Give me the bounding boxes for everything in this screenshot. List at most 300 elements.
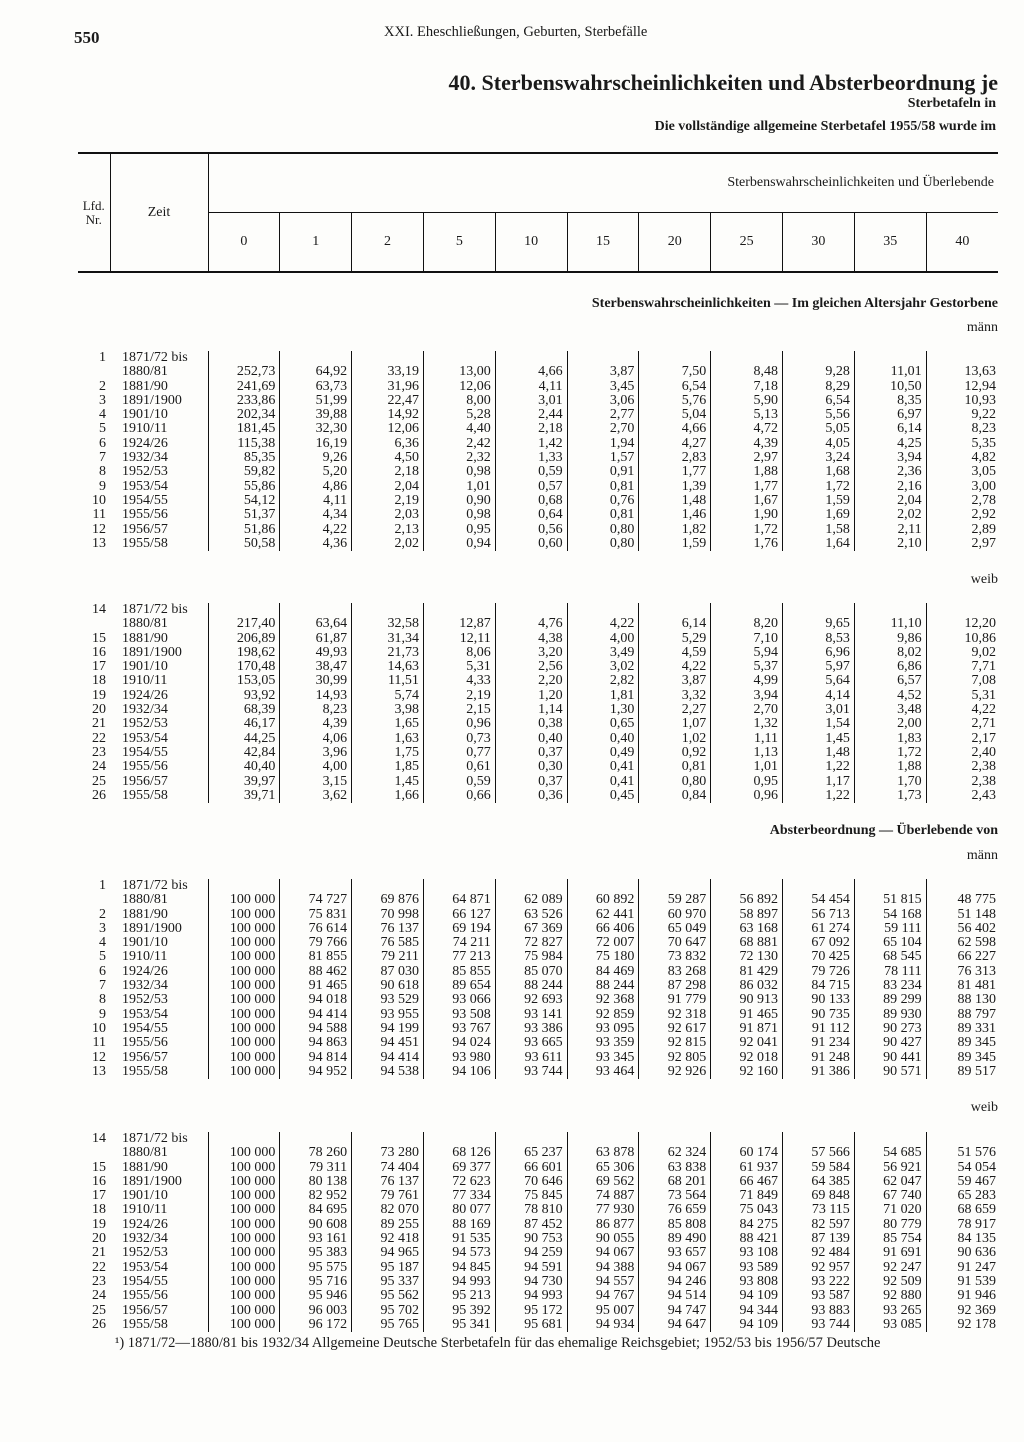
cell-age-15: 0,40 <box>567 732 639 746</box>
table-row <box>78 732 998 746</box>
cell-age-1: 96 172 <box>280 1318 352 1332</box>
cell-age-35: 93 085 <box>854 1318 926 1332</box>
cell-age-10: 0,56 <box>495 523 567 537</box>
table-row <box>78 523 998 537</box>
row-number: 11 <box>92 1035 106 1051</box>
cell-age-0: 100 000 <box>208 1132 280 1161</box>
cell-age-10: 3,01 <box>495 394 567 408</box>
row-period: 1901/10 <box>110 660 208 674</box>
cell-age-0: 50,58 <box>208 537 280 551</box>
cell-age-20: 62 324 <box>639 1132 711 1161</box>
header-age-0: 0 <box>208 213 280 273</box>
cell-age-10: 2,18 <box>495 422 567 436</box>
cell-age-0: 100 000 <box>208 993 280 1007</box>
cell-age-5: 89 654 <box>423 979 495 993</box>
table-row <box>78 965 998 979</box>
cell-age-15: 0,41 <box>567 760 639 774</box>
cell-age-5: 93 508 <box>423 1008 495 1022</box>
cell-age-30: 92 484 <box>783 1246 855 1260</box>
cell-age-15: 86 877 <box>567 1218 639 1232</box>
table-row <box>78 646 998 660</box>
cell-age-0: 68,39 <box>208 703 280 717</box>
row-period: 1954/55 <box>110 1022 208 1036</box>
section-sub-female-mortality: weib <box>970 572 998 587</box>
header-lfd-nr <box>78 153 110 272</box>
cell-age-0: 241,69 <box>208 380 280 394</box>
row-period: 1954/55 <box>110 746 208 760</box>
cell-age-10: 88 244 <box>495 979 567 993</box>
cell-age-2: 32,58 <box>352 603 424 632</box>
cell-age-25: 56 892 <box>711 879 783 908</box>
table-row <box>78 660 998 674</box>
row-period: 1956/57 <box>110 1051 208 1065</box>
row-period: 1901/10 <box>110 936 208 950</box>
cell-age-0: 59,82 <box>208 465 280 479</box>
table-row <box>78 746 998 760</box>
cell-age-1: 74 727 <box>280 879 352 908</box>
cell-age-40: 59 467 <box>957 1173 996 1189</box>
table-row <box>78 775 998 789</box>
cell-age-20: 92 617 <box>639 1022 711 1036</box>
cell-age-2: 31,96 <box>352 380 424 394</box>
cell-age-35: 6,14 <box>854 422 926 436</box>
table-row <box>78 1065 998 1079</box>
row-period: 1932/34 <box>110 1232 208 1246</box>
cell-age-35: 1,72 <box>854 746 926 760</box>
table-row <box>78 993 998 1007</box>
table-row <box>78 1036 998 1050</box>
cell-age-20: 76 659 <box>639 1203 711 1217</box>
cell-age-25: 88 421 <box>711 1232 783 1246</box>
cell-age-15: 0,76 <box>567 494 639 508</box>
cell-age-2: 1,63 <box>352 732 424 746</box>
row-period-line1: 1871/72 bis <box>122 1131 188 1146</box>
cell-age-25: 92 160 <box>711 1065 783 1079</box>
cell-age-2: 14,63 <box>352 660 424 674</box>
cell-age-25: 0,96 <box>711 789 783 803</box>
row-number: 14 <box>92 602 106 617</box>
table-row <box>78 703 998 717</box>
cell-age-5: 69 377 <box>423 1161 495 1175</box>
cell-age-40: 12,94 <box>964 378 996 394</box>
cell-age-0: 42,84 <box>208 746 280 760</box>
row-number: 4 <box>99 407 106 423</box>
cell-age-0: 46,17 <box>208 717 280 731</box>
cell-age-35: 90 273 <box>854 1022 926 1036</box>
cell-age-2: 94 414 <box>352 1051 424 1065</box>
cell-age-30: 73 115 <box>783 1203 855 1217</box>
cell-age-15: 3,06 <box>567 394 639 408</box>
table-row <box>78 1218 998 1232</box>
cell-age-20: 0,84 <box>639 789 711 803</box>
row-period: 1953/54 <box>110 480 208 494</box>
row-period: 1881/90 <box>110 380 208 394</box>
table-row <box>78 480 998 494</box>
cell-age-10: 94 591 <box>495 1261 567 1275</box>
cell-age-2: 95 702 <box>352 1304 424 1318</box>
cell-age-25: 60 174 <box>711 1132 783 1161</box>
cell-age-20: 92 815 <box>639 1036 711 1050</box>
row-number: 21 <box>92 716 106 732</box>
cell-age-35: 10,50 <box>854 380 926 394</box>
cell-age-20: 1,77 <box>639 465 711 479</box>
row-period <box>110 603 208 632</box>
cell-age-5: 8,00 <box>423 394 495 408</box>
cell-age-0: 100 000 <box>208 1275 280 1289</box>
cell-age-35: 4,52 <box>854 689 926 703</box>
row-period: 1952/53 <box>110 717 208 731</box>
cell-age-10: 94 259 <box>495 1246 567 1260</box>
cell-age-20: 87 298 <box>639 979 711 993</box>
cell-age-40: 2,38 <box>971 759 996 775</box>
cell-age-1: 3,15 <box>280 775 352 789</box>
row-number: 25 <box>92 1302 106 1318</box>
cell-age-25: 93 808 <box>711 1275 783 1289</box>
table-row <box>78 1275 998 1289</box>
cell-age-5: 0,98 <box>423 508 495 522</box>
cell-age-20: 4,22 <box>639 660 711 674</box>
cell-age-35: 3,94 <box>854 451 926 465</box>
cell-age-2: 1,75 <box>352 746 424 760</box>
cell-age-5: 1,01 <box>423 480 495 494</box>
table-row <box>78 922 998 936</box>
cell-age-20: 4,66 <box>639 422 711 436</box>
cell-age-30: 91 112 <box>783 1022 855 1036</box>
cell-age-30: 91 386 <box>783 1065 855 1079</box>
cell-age-10: 93 665 <box>495 1036 567 1050</box>
cell-age-1: 49,93 <box>280 646 352 660</box>
cell-age-15: 66 406 <box>567 922 639 936</box>
cell-age-5: 4,40 <box>423 422 495 436</box>
cell-age-1: 32,30 <box>280 422 352 436</box>
cell-age-10: 4,66 <box>495 351 567 380</box>
cell-age-20: 83 268 <box>639 965 711 979</box>
cell-age-15: 0,81 <box>567 508 639 522</box>
cell-age-40: 10,86 <box>964 630 996 646</box>
cell-age-0: 100 000 <box>208 1246 280 1260</box>
cell-age-2: 2,03 <box>352 508 424 522</box>
cell-age-25: 2,70 <box>711 703 783 717</box>
cell-age-30: 93 222 <box>783 1275 855 1289</box>
cell-age-35: 56 921 <box>854 1161 926 1175</box>
cell-age-15: 88 244 <box>567 979 639 993</box>
row-number: 3 <box>99 392 106 408</box>
cell-age-40: 56 402 <box>957 920 996 936</box>
cell-age-0: 100 000 <box>208 1008 280 1022</box>
cell-age-1: 39,88 <box>280 408 352 422</box>
cell-age-35: 6,97 <box>854 408 926 422</box>
row-period: 1924/26 <box>110 437 208 451</box>
cell-age-2: 73 280 <box>352 1132 424 1161</box>
cell-age-40: 89 345 <box>957 1035 996 1051</box>
cell-age-40: 10,93 <box>964 392 996 408</box>
cell-age-5: 0,90 <box>423 494 495 508</box>
cell-age-40: 5,35 <box>971 435 996 451</box>
cell-age-30: 90 133 <box>783 993 855 1007</box>
row-number: 26 <box>92 787 106 803</box>
cell-age-0: 100 000 <box>208 1232 280 1246</box>
cell-age-1: 8,23 <box>280 703 352 717</box>
table-row <box>78 632 998 646</box>
cell-age-30: 4,14 <box>783 689 855 703</box>
cell-age-25: 1,76 <box>711 537 783 551</box>
cell-age-40: 12,20 <box>964 616 996 632</box>
section-heading-survivors: Absterbeordnung — Überlebende von <box>769 823 998 838</box>
cell-age-15: 4,00 <box>567 632 639 646</box>
cell-age-5: 69 194 <box>423 922 495 936</box>
cell-age-0: 85,35 <box>208 451 280 465</box>
row-number: 5 <box>99 949 106 965</box>
cell-age-40: 54 054 <box>957 1159 996 1175</box>
cell-age-40: 2,97 <box>971 535 996 551</box>
cell-age-15: 0,45 <box>567 789 639 803</box>
cell-age-15: 0,80 <box>567 537 639 551</box>
cell-age-5: 94 993 <box>423 1275 495 1289</box>
row-period-line1: 1871/72 bis <box>122 878 188 893</box>
cell-age-0: 100 000 <box>208 1065 280 1079</box>
cell-age-20: 7,50 <box>639 351 711 380</box>
cell-age-35: 2,00 <box>854 717 926 731</box>
cell-age-40: 89 517 <box>957 1063 996 1079</box>
row-period: 1956/57 <box>110 775 208 789</box>
cell-age-10: 75 845 <box>495 1189 567 1203</box>
cell-age-40: 68 659 <box>957 1202 996 1218</box>
cell-age-40: 48 775 <box>957 892 996 908</box>
row-period-line1: 1871/72 bis <box>122 350 188 365</box>
cell-age-35: 92 247 <box>854 1261 926 1275</box>
cell-age-0: 100 000 <box>208 1161 280 1175</box>
cell-age-25: 1,13 <box>711 746 783 760</box>
table-row <box>78 1318 998 1332</box>
cell-age-25: 61 937 <box>711 1161 783 1175</box>
cell-age-10: 0,37 <box>495 775 567 789</box>
row-number: 22 <box>92 1259 106 1275</box>
cell-age-1: 90 608 <box>280 1218 352 1232</box>
cell-age-20: 1,59 <box>639 537 711 551</box>
section-sub-male-mortality: männ <box>966 320 998 335</box>
cell-age-5: 91 535 <box>423 1232 495 1246</box>
cell-age-25: 93 589 <box>711 1261 783 1275</box>
cell-age-0: 100 000 <box>208 1036 280 1050</box>
cell-age-35: 65 104 <box>854 936 926 950</box>
cell-age-35: 78 111 <box>854 965 926 979</box>
table-row <box>78 979 998 993</box>
cell-age-25: 81 429 <box>711 965 783 979</box>
cell-age-5: 94 106 <box>423 1065 495 1079</box>
cell-age-35: 11,01 <box>854 351 926 380</box>
header-age-10: 40 <box>955 234 970 249</box>
cell-age-40: 2,78 <box>971 492 996 508</box>
cell-age-5: 0,61 <box>423 760 495 774</box>
cell-age-15: 94 934 <box>567 1318 639 1332</box>
cell-age-30: 61 274 <box>783 922 855 936</box>
table-row <box>78 508 998 522</box>
cell-age-5: 0,94 <box>423 537 495 551</box>
cell-age-0: 202,34 <box>208 408 280 422</box>
cell-age-1: 64,92 <box>280 351 352 380</box>
cell-age-35: 54 685 <box>854 1132 926 1161</box>
cell-age-0: 198,62 <box>208 646 280 660</box>
row-number: 12 <box>92 1049 106 1065</box>
table-subtitle-1: Sterbetafeln in <box>907 96 996 111</box>
row-period <box>110 879 208 908</box>
row-period: 1910/11 <box>110 1203 208 1217</box>
cell-age-10: 93 386 <box>495 1022 567 1036</box>
cell-age-1: 61,87 <box>280 632 352 646</box>
cell-age-5: 5,28 <box>423 408 495 422</box>
cell-age-30: 1,59 <box>783 494 855 508</box>
cell-age-10: 93 141 <box>495 1008 567 1022</box>
cell-age-30: 79 726 <box>783 965 855 979</box>
cell-age-5: 95 213 <box>423 1289 495 1303</box>
cell-age-30: 8,29 <box>783 380 855 394</box>
cell-age-10: 1,42 <box>495 437 567 451</box>
cell-age-30: 1,17 <box>783 775 855 789</box>
row-number: 22 <box>92 730 106 746</box>
cell-age-35: 2,02 <box>854 508 926 522</box>
cell-age-2: 2,19 <box>352 494 424 508</box>
cell-age-35: 1,88 <box>854 760 926 774</box>
row-number: 7 <box>99 978 106 994</box>
cell-age-40: 3,00 <box>971 478 996 494</box>
page-number: 550 <box>74 28 100 47</box>
cell-age-15: 74 887 <box>567 1189 639 1203</box>
cell-age-15: 69 562 <box>567 1175 639 1189</box>
row-number: 11 <box>92 507 106 523</box>
section-sub-male-survivors: männ <box>966 848 998 863</box>
cell-age-15: 0,80 <box>567 523 639 537</box>
row-period: 1910/11 <box>110 674 208 688</box>
cell-age-25: 94 344 <box>711 1304 783 1318</box>
cell-age-35: 89 930 <box>854 1008 926 1022</box>
cell-age-5: 93 980 <box>423 1051 495 1065</box>
cell-age-35: 71 020 <box>854 1203 926 1217</box>
cell-age-0: 44,25 <box>208 732 280 746</box>
section-heading-mortality: Sterbenswahrscheinlichkeiten — Im gleichen Altersjahr Gestorbene <box>591 296 998 311</box>
cell-age-1: 96 003 <box>280 1304 352 1318</box>
cell-age-30: 1,22 <box>783 789 855 803</box>
cell-age-1: 51,99 <box>280 394 352 408</box>
cell-age-20: 0,80 <box>639 775 711 789</box>
table-row <box>78 908 998 922</box>
cell-age-1: 93 161 <box>280 1232 352 1246</box>
cell-age-2: 93 955 <box>352 1008 424 1022</box>
header-age-6: 20 <box>639 213 711 273</box>
cell-age-5: 85 855 <box>423 965 495 979</box>
cell-age-25: 1,11 <box>711 732 783 746</box>
data-table-survivors-female <box>78 1132 998 1332</box>
cell-age-30: 3,24 <box>783 451 855 465</box>
age-header-row <box>78 213 998 273</box>
row-period: 1955/56 <box>110 1289 208 1303</box>
row-number: 3 <box>99 920 106 936</box>
cell-age-1: 79 311 <box>280 1161 352 1175</box>
cell-age-5: 4,33 <box>423 674 495 688</box>
cell-age-20: 2,27 <box>639 703 711 717</box>
row-number: 9 <box>99 1006 106 1022</box>
row-number: 6 <box>99 435 106 451</box>
cell-age-1: 78 260 <box>280 1132 352 1161</box>
cell-age-25: 84 275 <box>711 1218 783 1232</box>
row-number: 2 <box>99 378 106 394</box>
cell-age-2: 95 562 <box>352 1289 424 1303</box>
cell-age-2: 69 876 <box>352 879 424 908</box>
cell-age-25: 66 467 <box>711 1175 783 1189</box>
table-subtitle-2: Die vollständige allgemeine Sterbetafel 1955/58 wurde im <box>654 119 996 134</box>
cell-age-1: 4,36 <box>280 537 352 551</box>
row-period: 1952/53 <box>110 465 208 479</box>
cell-age-5: 94 573 <box>423 1246 495 1260</box>
cell-age-30: 1,48 <box>783 746 855 760</box>
cell-age-20: 1,46 <box>639 508 711 522</box>
cell-age-1: 3,96 <box>280 746 352 760</box>
cell-age-10: 78 810 <box>495 1203 567 1217</box>
cell-age-1: 9,26 <box>280 451 352 465</box>
header-age-8: 30 <box>783 213 855 273</box>
row-number: 1 <box>99 350 106 365</box>
cell-age-25: 72 130 <box>711 950 783 964</box>
cell-age-0: 252,73 <box>208 351 280 380</box>
cell-age-35: 2,36 <box>854 465 926 479</box>
cell-age-15: 90 055 <box>567 1232 639 1246</box>
cell-age-35: 83 234 <box>854 979 926 993</box>
row-number: 17 <box>92 1188 106 1204</box>
cell-age-30: 5,56 <box>783 408 855 422</box>
cell-age-2: 3,98 <box>352 703 424 717</box>
cell-age-1: 95 946 <box>280 1289 352 1303</box>
cell-age-15: 4,22 <box>567 603 639 632</box>
cell-age-2: 1,66 <box>352 789 424 803</box>
chapter-heading: XXI. Eheschließungen, Geburten, Sterbefälle <box>384 24 648 40</box>
cell-age-25: 7,10 <box>711 632 783 646</box>
cell-age-1: 4,22 <box>280 523 352 537</box>
cell-age-15: 0,49 <box>567 746 639 760</box>
row-number: 6 <box>99 963 106 979</box>
cell-age-1: 91 465 <box>280 979 352 993</box>
cell-age-1: 88 462 <box>280 965 352 979</box>
cell-age-20: 92 318 <box>639 1008 711 1022</box>
cell-age-40: 92 369 <box>957 1302 996 1318</box>
cell-age-2: 6,36 <box>352 437 424 451</box>
column-header <box>78 152 998 273</box>
row-period-line2: 1880/81 <box>122 364 168 380</box>
cell-age-40: 91 539 <box>957 1273 996 1289</box>
cell-age-10: 90 753 <box>495 1232 567 1246</box>
cell-age-35: 11,10 <box>854 603 926 632</box>
row-number: 16 <box>92 1173 106 1189</box>
table-row <box>78 936 998 950</box>
cell-age-10: 0,68 <box>495 494 567 508</box>
cell-age-25: 93 108 <box>711 1246 783 1260</box>
cell-age-5: 93 767 <box>423 1022 495 1036</box>
cell-age-20: 93 657 <box>639 1246 711 1260</box>
cell-age-2: 5,74 <box>352 689 424 703</box>
cell-age-0: 206,89 <box>208 632 280 646</box>
cell-age-10: 4,38 <box>495 632 567 646</box>
cell-age-0: 100 000 <box>208 1261 280 1275</box>
cell-age-25: 7,18 <box>711 380 783 394</box>
row-period: 1952/53 <box>110 993 208 1007</box>
cell-age-40: 9,02 <box>971 644 996 660</box>
cell-age-30: 93 587 <box>783 1289 855 1303</box>
cell-age-35: 1,73 <box>854 789 926 803</box>
cell-age-35: 59 111 <box>854 922 926 936</box>
cell-age-40: 7,08 <box>971 673 996 689</box>
row-number: 13 <box>92 535 106 551</box>
cell-age-5: 5,31 <box>423 660 495 674</box>
row-period: 1891/1900 <box>110 1175 208 1189</box>
row-period: 1901/10 <box>110 408 208 422</box>
